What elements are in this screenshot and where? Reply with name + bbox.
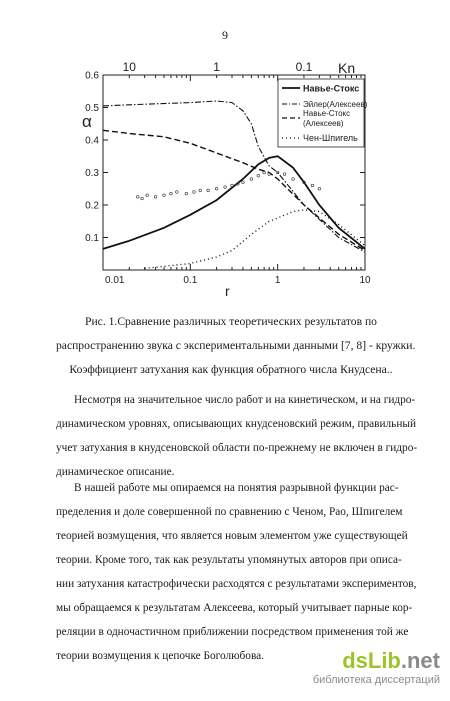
- experimental-point: [154, 196, 157, 199]
- experimental-point: [231, 184, 234, 187]
- x-tick-label: 1: [274, 275, 281, 286]
- caption-line: Рис. 1.Сравнение различных теоретических результатов по: [85, 315, 377, 328]
- legend: [278, 79, 368, 147]
- paragraph-line: пределения и доле совершенной по сравнению с Ченом, Рао, Шпигелем: [56, 506, 403, 518]
- page-number: 9: [222, 28, 228, 42]
- legend-label-1: Эйлер(Алексеев): [303, 100, 368, 109]
- experimental-point: [163, 194, 166, 197]
- x-tick-label: 10: [359, 275, 371, 286]
- experimental-points: [136, 171, 320, 200]
- experimental-point: [242, 181, 245, 184]
- figure-caption: [56, 310, 416, 382]
- paragraph-line: динамическое описание.: [56, 466, 175, 478]
- paragraph-line: нии затухания катастрофически расходятся с результатами экспериментов,: [56, 578, 417, 590]
- y-tick-label: 0.1: [85, 233, 99, 244]
- experimental-point: [215, 187, 218, 190]
- paragraph-line: В нашей работе мы опираемся на понятия разрывной функции рас-: [74, 482, 399, 494]
- experimental-point: [292, 178, 295, 181]
- caption-line: распространению звука с экспериментальными данными [7, 8] - кружки.: [56, 339, 416, 352]
- top-tick-label: 10: [122, 60, 136, 74]
- watermark-logo: dsLib.net: [342, 648, 440, 673]
- experimental-point: [283, 173, 286, 176]
- top-tick-label: 0.1: [295, 60, 313, 74]
- paragraph-line: теории возмущения к цепочке Боголюбова.: [56, 650, 264, 662]
- paragraph-line: Несмотря на значительное число работ и на кинетическом, и на гидро-: [74, 394, 416, 406]
- paragraph-line: учет затухания в кнудсеновской области по-прежнему не включен в гидро-: [56, 442, 418, 454]
- y-tick-label: 0.2: [85, 200, 99, 212]
- experimental-point: [176, 191, 179, 194]
- paragraph-2: [56, 476, 417, 668]
- experimental-point: [170, 192, 173, 195]
- legend-label-2b: (Алексеев): [303, 119, 344, 128]
- y-tick-label: 0.3: [85, 168, 99, 179]
- experimental-point: [146, 194, 149, 197]
- experimental-point: [224, 186, 227, 189]
- experimental-point: [136, 196, 139, 199]
- top-tick-label: 1: [213, 60, 220, 74]
- y-tick-label: 0.4: [85, 135, 99, 147]
- series-line-2: [103, 130, 365, 250]
- legend-label-0: Навье-Стокс: [303, 83, 360, 94]
- paragraph-line: реляции в одночастичном приближении посредством применения той же: [56, 626, 409, 638]
- caption-line: Коэффициент затухания как функция обратного числа Кнудсена..: [69, 363, 393, 376]
- x-tick-label: 0.01: [105, 275, 125, 286]
- y-axis-label: α: [82, 112, 92, 131]
- y-tick-label: 0.5: [85, 103, 99, 114]
- experimental-point: [250, 178, 253, 181]
- paragraph-1: [56, 388, 418, 484]
- experimental-point: [141, 197, 144, 200]
- x-axis-label: r: [225, 283, 230, 299]
- x-tick-label: 0.1: [183, 275, 198, 286]
- series-line-0: [103, 156, 365, 249]
- attenuation-chart: [70, 52, 390, 302]
- experimental-point: [311, 184, 314, 187]
- experimental-point: [318, 187, 321, 190]
- top-axis-label: Kn: [338, 60, 356, 76]
- y-tick-label: 0.6: [85, 70, 99, 82]
- experimental-point: [193, 191, 196, 194]
- experimental-point: [207, 189, 210, 192]
- experimental-point: [199, 189, 202, 192]
- paragraph-line: мы обращаемся к результатам Алексеева, который учитывает парные кор-: [56, 602, 413, 614]
- legend-label-2a: Навье-Стокс: [303, 109, 351, 118]
- watermark-subtitle: библиотека диссертаций: [312, 674, 440, 686]
- paragraph-line: теорией возмущения, что является новым элементом уже существующей: [56, 530, 408, 542]
- experimental-point: [185, 192, 188, 195]
- watermark: [270, 648, 440, 686]
- legend-label-3: Чен-Шпигель: [303, 133, 358, 143]
- paragraph-line: динамическом уровнях, описывающих кнудсеновский режим, правильный: [56, 418, 417, 430]
- paragraph-line: теории. Кроме того, так как результаты упомянутых авторов при описа-: [56, 554, 402, 566]
- experimental-point: [257, 174, 260, 177]
